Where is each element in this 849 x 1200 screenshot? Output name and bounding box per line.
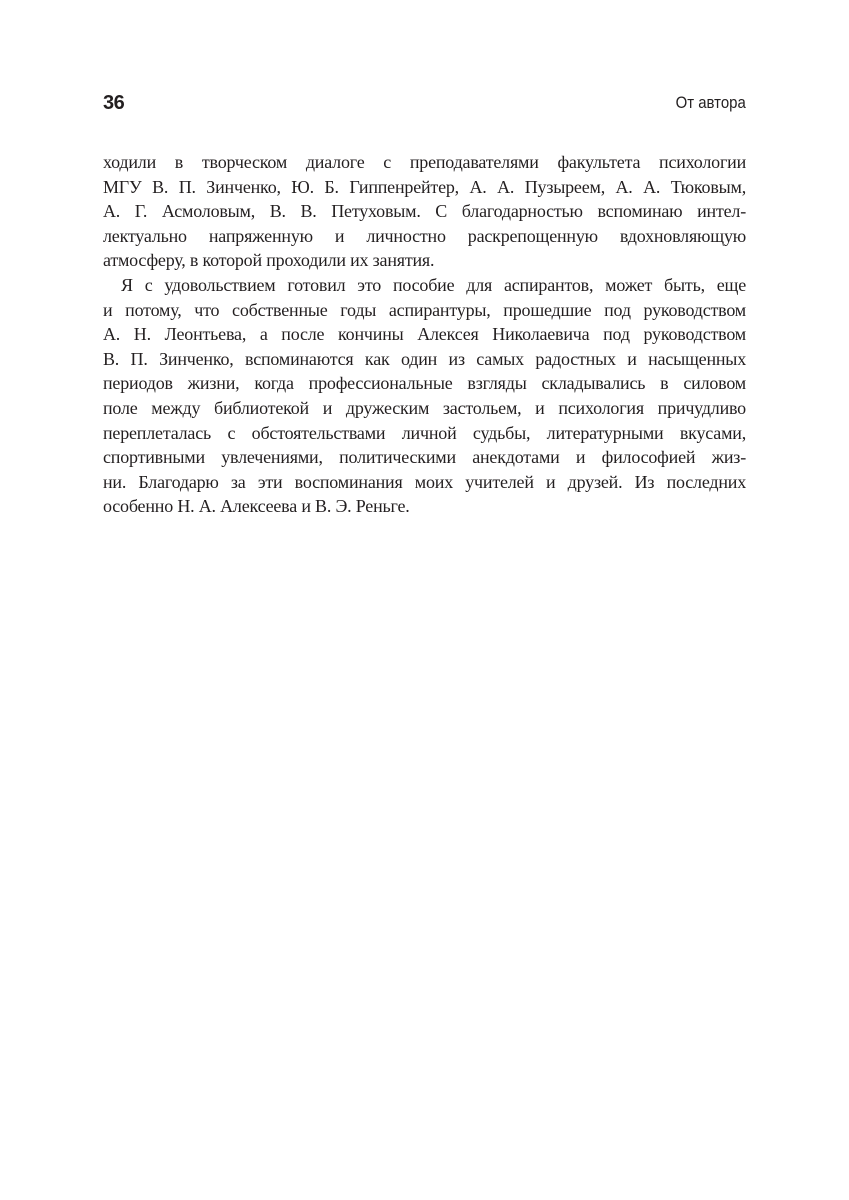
text-line: поле между библиотекой и дружеским застольем, и психология причудливо	[103, 397, 746, 418]
text-line: лектуально напряженную и личностно раскрепощенную вдохновляющую	[103, 225, 746, 246]
body-text	[103, 150, 746, 519]
text-line: периодов жизни, когда профессиональные взгляды складывались в силовом	[103, 373, 746, 394]
text-line: А. Г. Асмоловым, В. В. Петуховым. С благодарностью вспоминаю интел-	[103, 201, 746, 222]
text-line: В. П. Зинченко, вспоминаются как один из самых радостных и насыщенных	[103, 348, 746, 369]
text-line: А. Н. Леонтьева, а после кончины Алексея Николаевича под руководством	[103, 324, 746, 345]
text-line: ни. Благодарю за эти воспоминания моих учителей и друзей. Из последних	[103, 471, 746, 492]
text-line: ходили в творческом диалоге с преподавателями факультета психологии	[103, 152, 746, 172]
text-line: Я с удовольствием готовил это пособие для аспирантов, может быть, еще	[121, 274, 746, 295]
text-line: атмосферу, в которой проходили их занятия.	[103, 250, 435, 271]
text-line: особенно Н. А. Алексеева и В. Э. Реньге.	[103, 496, 410, 517]
paragraph-1	[103, 150, 746, 273]
text-line: переплеталась с обстоятельствами личной судьбы, литературными вкусами,	[103, 422, 746, 443]
paragraph-2	[103, 273, 746, 519]
text-line: и потому, что собственные годы аспирантуры, прошедшие под руководством	[103, 299, 746, 320]
text-line: спортивными увлечениями, политическими анекдотами и философией жиз-	[103, 447, 746, 468]
text-line: МГУ В. П. Зинченко, Ю. Б. Гиппенрейтер, А. А. Пузыреем, А. А. Тюковым,	[103, 176, 746, 197]
page-number: 36	[103, 92, 125, 114]
running-title: От автора	[675, 93, 746, 112]
